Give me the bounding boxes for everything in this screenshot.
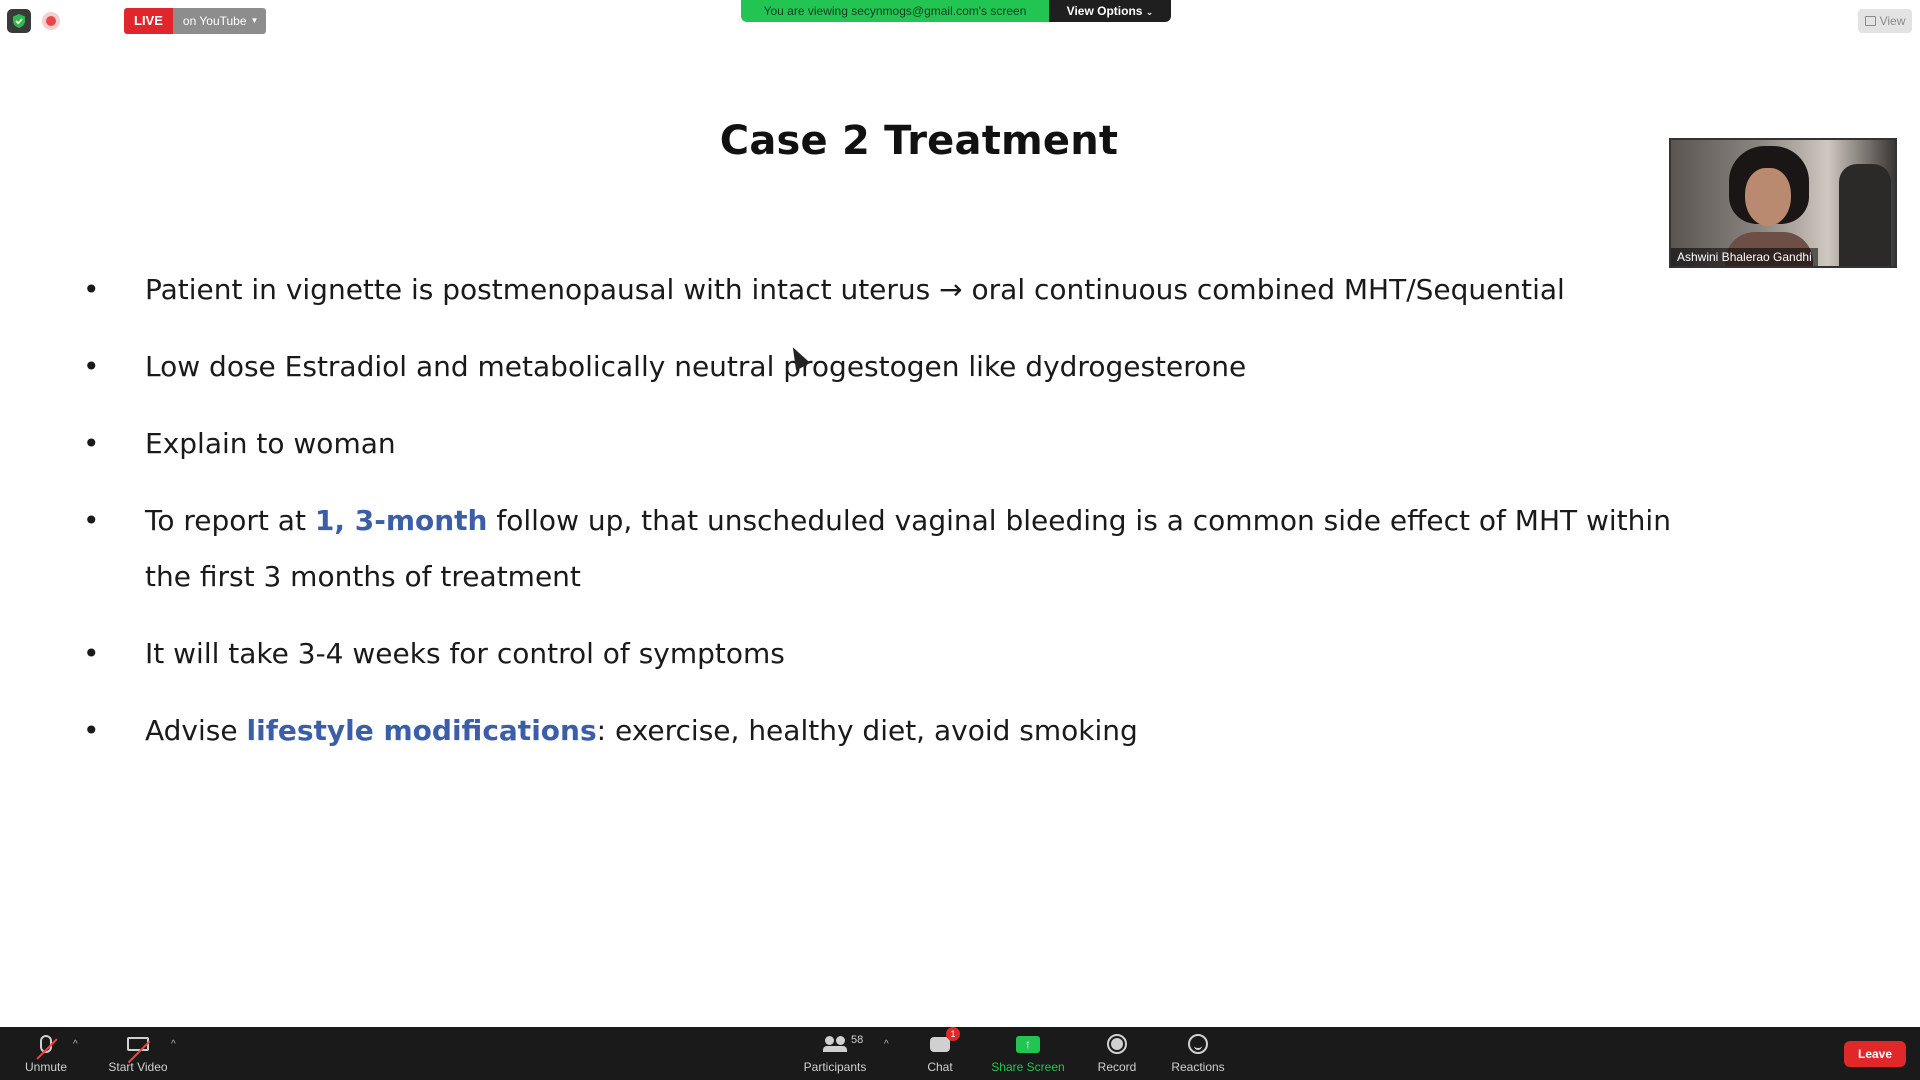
record-button[interactable] [1094, 1027, 1140, 1080]
chat-unread-badge: 1 [946, 1027, 960, 1041]
meeting-toolbar [0, 1027, 1920, 1080]
participants-label: Participants [803, 1060, 867, 1074]
microphone-muted-icon [40, 1035, 52, 1053]
bullet-text-pre: Advise [145, 714, 247, 747]
bullet-glyph: • [83, 714, 100, 747]
chair-shape [1839, 164, 1891, 266]
view-options-button[interactable] [1049, 0, 1171, 22]
live-destination-dropdown[interactable] [173, 8, 267, 34]
list-item [82, 626, 1702, 682]
list-item [82, 493, 1702, 605]
chevron-down-icon: ⌄ [1145, 7, 1154, 17]
chevron-down-icon: ▼ [250, 16, 259, 25]
bullet-glyph: • [83, 350, 100, 383]
bullet-glyph: • [83, 504, 100, 537]
bullet-text: It will take 3-4 weeks for control of symptoms [145, 637, 785, 670]
live-destination-label: on YouTube [182, 14, 247, 28]
audio-options-caret[interactable]: ^ [73, 1039, 78, 1050]
bullet-text: Explain to woman [145, 427, 396, 460]
live-stream-indicator[interactable] [124, 8, 266, 34]
slide-title: Case 2 Treatment [719, 118, 1119, 164]
list-item [82, 262, 1702, 318]
slide-bullet-list [82, 262, 1702, 780]
list-item [82, 339, 1702, 395]
video-camera-off-icon [127, 1037, 149, 1051]
recording-indicator-icon [42, 12, 60, 30]
live-badge: LIVE [124, 8, 173, 34]
chat-button[interactable] [920, 1027, 960, 1080]
bullet-text: Low dose Estradiol and metabolically neutral progestogen like dydrogesterone [145, 350, 1247, 383]
view-button[interactable] [1858, 9, 1912, 33]
participant-name: Ashwini Bhalerao Gandhi [1671, 248, 1818, 266]
record-label: Record [1097, 1060, 1137, 1074]
viewing-banner [741, 0, 1171, 22]
share-screen-label: Share Screen [991, 1060, 1065, 1074]
view-options-label: View Options [1066, 4, 1143, 18]
bullet-text-post: : exercise, healthy diet, avoid smoking [596, 714, 1138, 747]
view-label: View [1879, 14, 1906, 28]
start-video-label: Start Video [108, 1060, 168, 1074]
share-screen-arrow-icon: ↑ [1016, 1036, 1040, 1053]
list-item [82, 703, 1702, 759]
participants-icon [823, 1034, 864, 1052]
bullet-text: Patient in vignette is postmenopausal with intact uterus → oral continuous combined MHT/Sequential [145, 273, 1565, 306]
reactions-button[interactable] [1170, 1027, 1226, 1080]
unmute-label: Unmute [24, 1060, 68, 1074]
share-screen-button[interactable] [990, 1027, 1066, 1080]
highlight-text: lifestyle modifications [246, 714, 597, 747]
reactions-smiley-icon [1188, 1034, 1208, 1054]
gallery-grid-icon [1865, 16, 1876, 26]
bullet-glyph: • [83, 427, 100, 460]
list-item [82, 416, 1702, 472]
viewing-message: You are viewing secynmogs@gmail.com's screen [741, 0, 1049, 22]
participants-button[interactable] [798, 1027, 872, 1080]
leave-button[interactable]: Leave [1844, 1041, 1906, 1067]
record-icon [1107, 1034, 1127, 1054]
participant-video-tile[interactable] [1669, 138, 1897, 268]
highlight-text: 1, 3-month [314, 504, 488, 537]
bullet-glyph: • [83, 273, 100, 306]
participant-count: 58 [851, 1034, 864, 1046]
video-options-caret[interactable]: ^ [171, 1039, 176, 1050]
chat-label: Chat [927, 1060, 953, 1074]
bullet-text-post: follow up, that unscheduled vaginal bleeding is a common side effect of MHT within the first 3 months of treatment [145, 504, 1671, 593]
start-video-button[interactable] [104, 1027, 172, 1080]
unmute-button[interactable] [18, 1027, 74, 1080]
security-shield-icon[interactable] [7, 9, 31, 33]
reactions-label: Reactions [1171, 1060, 1225, 1074]
bullet-glyph: • [83, 637, 100, 670]
bullet-text-pre: To report at [145, 504, 315, 537]
participants-options-caret[interactable]: ^ [884, 1039, 889, 1050]
